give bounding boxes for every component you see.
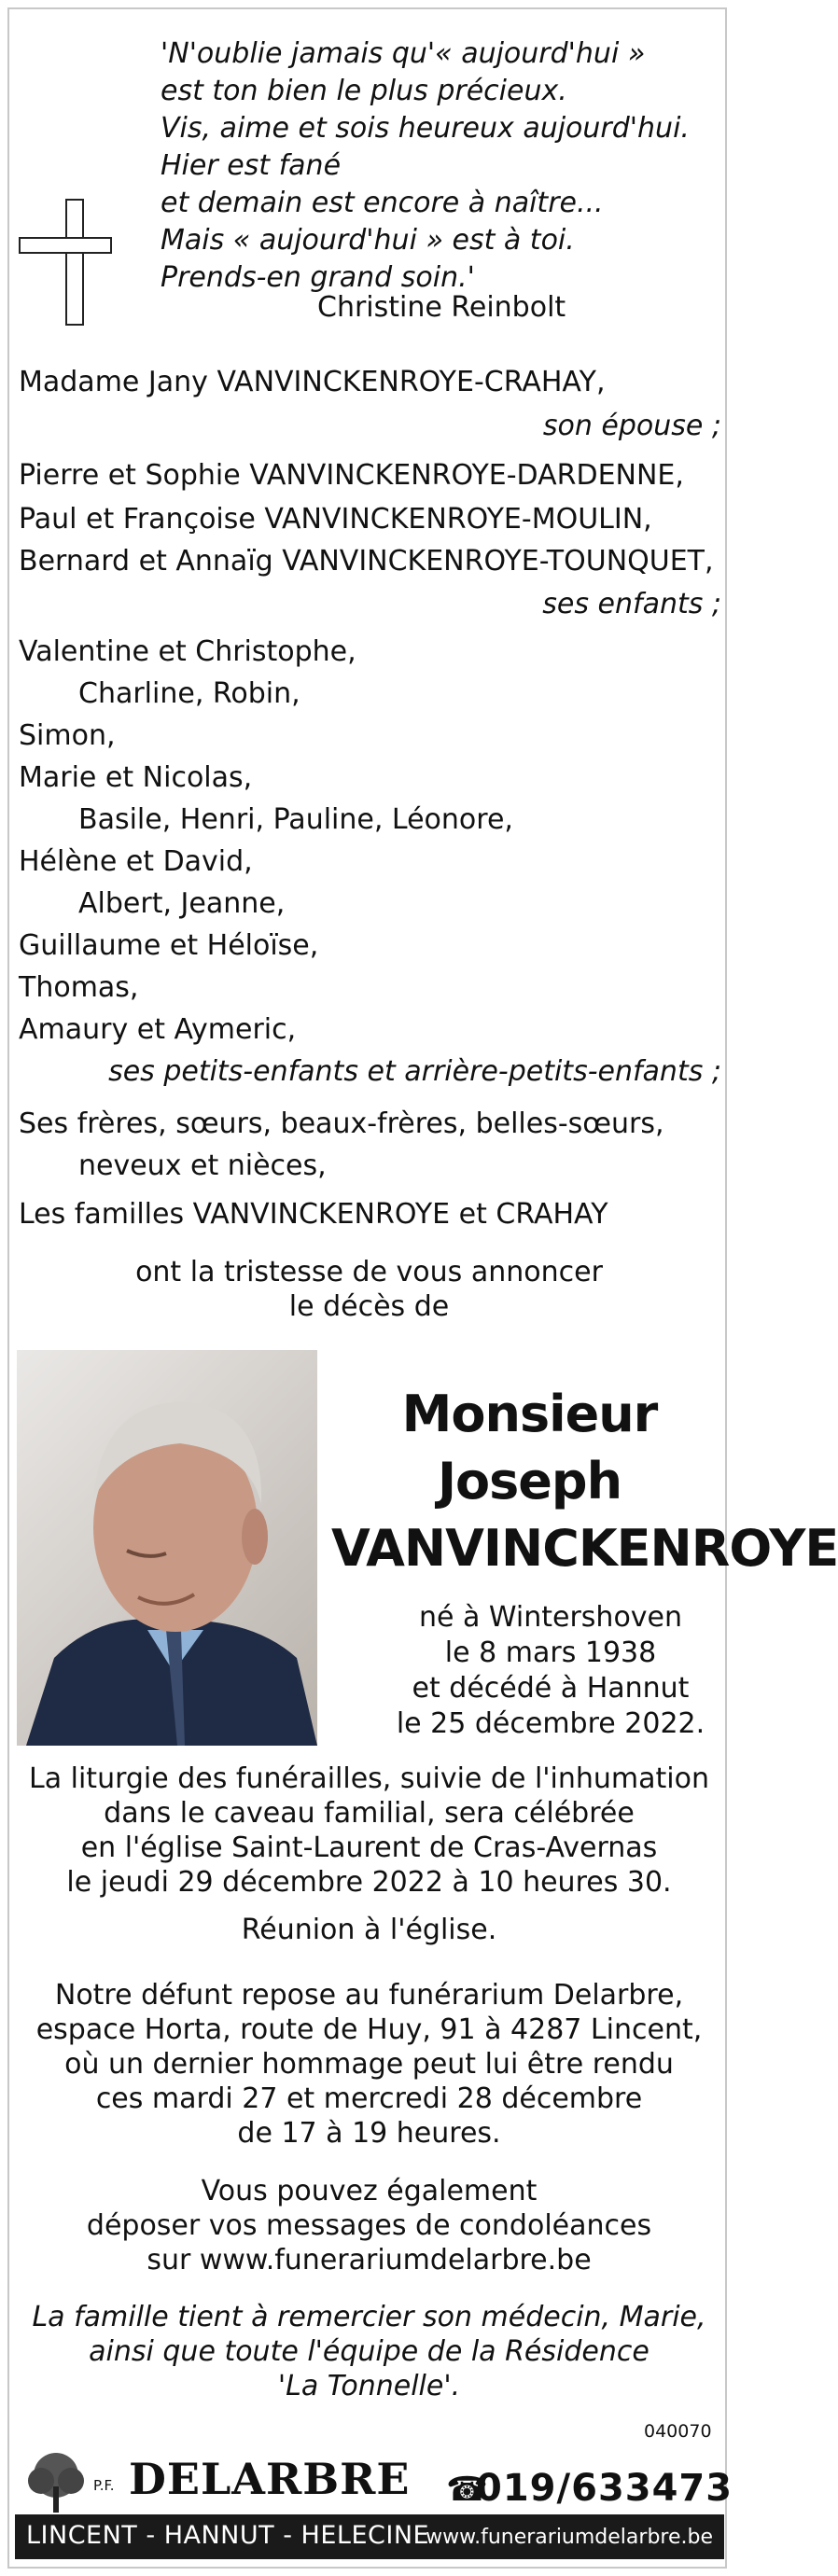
poem-line: Hier est fané <box>161 149 342 182</box>
announcement <box>0 1255 738 1324</box>
rest-line: où un dernier hommage peut lui être rendu <box>64 2048 674 2081</box>
pf-label: P.F. <box>93 2477 115 2494</box>
meeting-info: Réunion à l'église. <box>241 1914 497 1946</box>
phone-icon: ☎ <box>446 2471 488 2509</box>
grandchild-line: Charline, Robin, <box>78 677 300 710</box>
grandchild-line: Thomas, <box>19 971 139 1004</box>
child-line: Bernard et Annaïg VANVINCKENROYE-TOUNQUET, <box>19 545 714 578</box>
grandchild-line: Simon, <box>19 719 116 752</box>
announce-line: le décès de <box>288 1290 450 1323</box>
funeral-line: dans le caveau familial, sera célébrée <box>104 1797 635 1830</box>
deceased-first-name: Joseph <box>437 1452 622 1511</box>
child-line: Paul et Françoise VANVINCKENROYE-MOULIN, <box>19 503 652 536</box>
grandchild-line: Basile, Henri, Pauline, Léonore, <box>78 803 513 836</box>
poem-line: Vis, aime et sois heureux aujourd'hui. <box>161 112 690 145</box>
condolence-line: déposer vos messages de condoléances <box>86 2209 652 2242</box>
birth-date: le 8 mars 1938 <box>444 1636 657 1669</box>
phone-number: 019/633473 <box>476 2467 733 2510</box>
grandchild-line: Marie et Nicolas, <box>19 761 253 794</box>
siblings-line: Ses frères, sœurs, beaux-frères, belles-sœurs, <box>19 1107 664 1140</box>
deceased-dates <box>373 1600 728 1742</box>
condolence-line: sur www.funerariumdelarbre.be <box>147 2244 592 2277</box>
funeral-info <box>0 1761 738 1900</box>
death-date: le 25 décembre 2022. <box>396 1707 705 1740</box>
grandchild-line: Albert, Jeanne, <box>78 887 286 920</box>
footer-locations: LINCENT - HANNUT - HELECINE <box>26 2521 430 2550</box>
rest-info <box>0 1978 738 2151</box>
poem-line: Mais « aujourd'hui » est à toi. <box>161 224 575 257</box>
rest-line: de 17 à 19 heures. <box>237 2117 501 2150</box>
funeral-line: en l'église Saint-Laurent de Cras-Avernas <box>80 1831 658 1864</box>
funeral-home-logo <box>19 2449 93 2518</box>
thanks-info <box>0 2300 738 2403</box>
deceased-name <box>331 1381 838 1582</box>
poem-line: Prends-en grand soin.' <box>161 261 475 294</box>
funeral-line: le jeudi 29 décembre 2022 à 10 heures 30. <box>66 1866 672 1899</box>
brand-name: DELARBRE <box>129 2454 411 2504</box>
deceased-photo <box>17 1350 317 1746</box>
condolence-info <box>0 2174 738 2277</box>
rest-line: espace Horta, route de Huy, 91 à 4287 Lincent, <box>35 2013 703 2046</box>
families-line: Les familles VANVINCKENROYE et CRAHAY <box>19 1198 608 1231</box>
tree-icon <box>19 2449 93 2514</box>
siblings-line: neveux et nièces, <box>78 1149 327 1182</box>
thanks-line: 'La Tonnelle'. <box>277 2370 461 2402</box>
grandchildren-role: ses petits-enfants et arrière-petits-enfants ; <box>108 1055 721 1088</box>
children-role: ses enfants ; <box>542 588 721 620</box>
footer-website[interactable]: www.funerariumdelarbre.be <box>426 2526 713 2549</box>
child-line: Pierre et Sophie VANVINCKENROYE-DARDENNE, <box>19 459 684 492</box>
death-place: et décédé à Hannut <box>412 1672 690 1705</box>
poem-line: est ton bien le plus précieux. <box>161 75 567 107</box>
grandchild-line: Hélène et David, <box>19 845 253 878</box>
condolence-line: Vous pouvez également <box>201 2175 538 2207</box>
poem-author: Christine Reinbolt <box>317 291 566 324</box>
portrait-illustration <box>17 1350 317 1746</box>
footer-bar <box>15 2514 724 2559</box>
spouse-role: son épouse ; <box>542 410 721 442</box>
thanks-line: La famille tient à remercier son médecin, Marie, <box>32 2301 706 2333</box>
birth-place: né à Wintershoven <box>418 1601 683 1634</box>
grandchild-line: Amaury et Aymeric, <box>19 1013 297 1046</box>
rest-line: ces mardi 27 et mercredi 28 décembre <box>95 2082 643 2115</box>
poem-line: 'N'oublie jamais qu'« aujourd'hui » <box>161 37 646 70</box>
deceased-title: Monsieur <box>401 1385 658 1443</box>
spouse-name: Madame Jany VANVINCKENROYE-CRAHAY, <box>19 366 606 398</box>
thanks-line: ainsi que toute l'équipe de la Résidence <box>89 2335 649 2368</box>
announce-line: ont la tristesse de vous annoncer <box>135 1256 603 1288</box>
rest-line: Notre défunt repose au funérarium Delarbre, <box>54 1979 684 2012</box>
deceased-last-name: VANVINCKENROYE <box>331 1519 838 1578</box>
reference-code: 040070 <box>644 2421 712 2442</box>
poem-line: et demain est encore à naître... <box>161 187 604 219</box>
grandchild-line: Valentine et Christophe, <box>19 635 356 668</box>
poem <box>161 35 690 297</box>
funeral-line: La liturgie des funérailles, suivie de l'inhumation <box>29 1762 709 1795</box>
grandchild-line: Guillaume et Héloïse, <box>19 929 319 962</box>
